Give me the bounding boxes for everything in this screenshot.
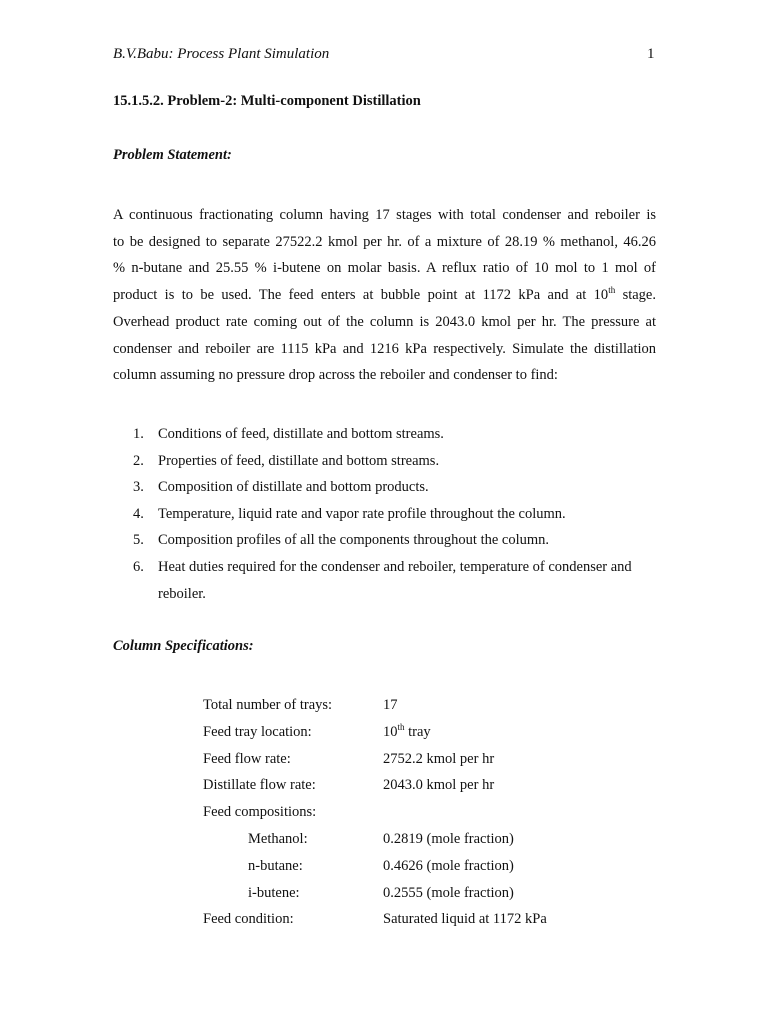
spec-row-feed-condition	[203, 906, 623, 933]
running-title: B.V.Babu: Process Plant Simulation	[113, 46, 330, 62]
list-item	[113, 501, 658, 528]
spec-value: 0.2555 (mole fraction)	[383, 884, 514, 901]
spec-row-total-trays	[203, 692, 623, 719]
problem-statement-heading: Problem Statement:	[113, 147, 232, 163]
paragraph-line: A continuous fractionating column having 17 stages with total condenser and reboiler is	[113, 207, 656, 223]
list-item	[113, 448, 658, 475]
spec-label: Feed compositions:	[203, 804, 317, 821]
list-item	[113, 421, 658, 448]
spec-label: Feed condition:	[203, 911, 294, 928]
paragraph-line: % n-butane and 25.55 % i-butene on molar basis. A reflux ratio of 10 mol to 1 mol of	[113, 260, 656, 277]
list-text: Composition of distillate and bottom products.	[158, 479, 429, 496]
spec-value: 2752.2 kmol per hr	[383, 750, 495, 767]
paragraph-line-text: product is to be used. The feed enters at bubble point at 1172 kPa and at 10	[113, 287, 609, 304]
spec-row-distillate-flow	[203, 772, 623, 799]
spec-label: Methanol:	[248, 830, 308, 847]
spec-value: Saturated liquid at 1172 kPa	[383, 911, 547, 928]
spec-value	[383, 719, 431, 746]
list-item	[113, 527, 658, 554]
paragraph-line: Overhead product rate coming out of the column is 2043.0 kmol per hr. The pressure at	[113, 313, 656, 330]
paragraph-line-text: stage.	[615, 287, 656, 304]
column-specifications-heading: Column Specifications:	[113, 638, 254, 654]
list-number: 1.	[133, 426, 144, 442]
paragraph-line: column assuming no pressure drop across the reboiler and condenser to find:	[113, 367, 558, 384]
list-text: Composition profiles of all the components throughout the column.	[158, 532, 550, 549]
spec-value: 17	[383, 697, 398, 713]
specifications-table	[203, 692, 623, 933]
list-text: Conditions of feed, distillate and bottom streams.	[158, 426, 444, 442]
list-number: 6.	[133, 558, 144, 575]
spec-label: i-butene:	[248, 884, 300, 901]
paragraph-line: to be designed to separate 27522.2 kmol per hr. of a mixture of 28.19 % methanol, 46.26	[113, 233, 656, 250]
spec-label: n-butane:	[248, 857, 303, 874]
spec-label: Feed flow rate:	[203, 750, 291, 767]
spec-value-number: 10	[383, 723, 398, 740]
list-number: 3.	[133, 479, 144, 496]
task-list	[113, 421, 658, 607]
spec-row-i-butene	[203, 880, 623, 907]
problem-statement-paragraph	[113, 202, 656, 389]
spec-value: 2043.0 kmol per hr	[383, 777, 495, 794]
list-text: Heat duties required for the condenser and reboiler, temperature of condenser and reboiler.	[158, 558, 632, 602]
spec-row-methanol	[203, 826, 623, 853]
list-text: Properties of feed, distillate and bottom streams.	[158, 452, 440, 469]
superscript: th	[397, 721, 405, 732]
list-number: 5.	[133, 532, 144, 549]
page-number: 1	[647, 46, 655, 62]
list-item	[113, 474, 658, 501]
spec-row-feed-tray	[203, 719, 623, 746]
spec-label: Distillate flow rate:	[203, 777, 316, 794]
list-text: Temperature, liquid rate and vapor rate profile throughout the column.	[158, 505, 566, 522]
spec-label: Total number of trays:	[203, 697, 333, 713]
list-item	[113, 554, 658, 607]
list-number: 4.	[133, 505, 144, 522]
spec-row-n-butane	[203, 853, 623, 880]
superscript: th	[608, 285, 616, 296]
spec-value: 0.2819 (mole fraction)	[383, 830, 514, 847]
list-number: 2.	[133, 452, 144, 469]
spec-row-feed-compositions	[203, 799, 623, 826]
spec-label: Feed tray location:	[203, 723, 312, 740]
spec-value: 0.4626 (mole fraction)	[383, 857, 514, 874]
spec-row-feed-flow	[203, 746, 623, 773]
section-title: 15.1.5.2. Problem-2: Multi-component Distillation	[113, 93, 421, 109]
paragraph-line: condenser and reboiler are 1115 kPa and 1216 kPa respectively. Simulate the distillation	[113, 340, 656, 357]
spec-value-unit: tray	[404, 723, 431, 740]
paragraph-line	[113, 282, 656, 309]
